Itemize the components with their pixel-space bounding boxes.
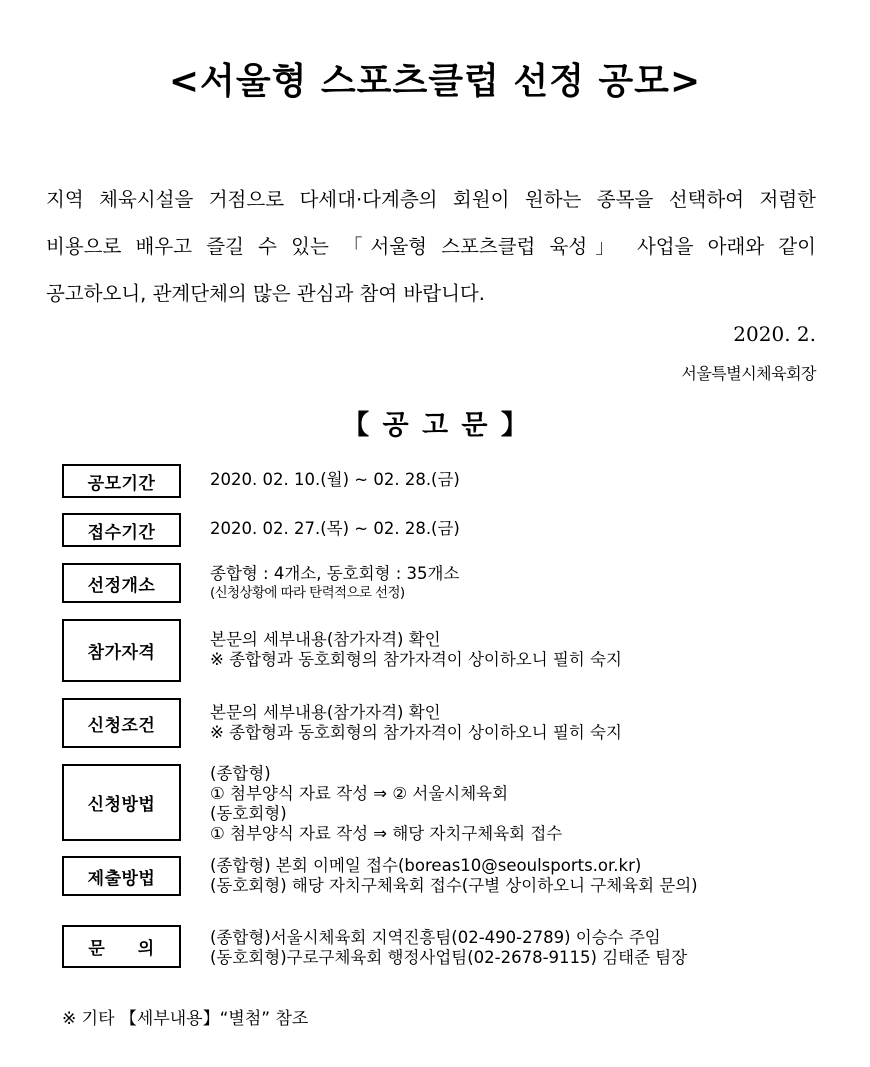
value-line: ① 첨부양식 자료 작성 ⇒ ② 서울시체육회 xyxy=(210,784,509,803)
value-line: 2020. 02. 10.(월) ~ 02. 28.(금) xyxy=(210,470,460,489)
label-selection-count: 선정개소 xyxy=(62,563,181,603)
value-line: (종합형) xyxy=(210,764,271,783)
value-application-conditions xyxy=(210,703,622,743)
value-line: (동호회형)구로구체육회 행정사업팀(02-2678-9115) 김태준 팀장 xyxy=(210,948,688,967)
label-eligibility: 참가자격 xyxy=(62,619,181,682)
label-application-conditions: 신청조건 xyxy=(62,698,181,748)
label-reception-period: 접수기간 xyxy=(62,513,181,547)
value-line: (종합형) 본회 이메일 접수(boreas10@seoulsports.or.kr) xyxy=(210,856,642,875)
notice-heading: 【 공 고 문 】 xyxy=(342,410,528,441)
label-recruitment-period: 공모기간 xyxy=(62,464,181,498)
value-line: (종합형)서울시체육회 지역진흥팀(02-490-2789) 이승수 주임 xyxy=(210,928,661,947)
value-line: ※ 종합형과 동호회형의 참가자격이 상이하오니 필히 숙지 xyxy=(210,723,622,742)
announcement-date: 2020. 2. xyxy=(733,322,816,346)
document-title: <서울형 스포츠클럽 선정 공모> xyxy=(168,61,702,102)
intro-line-3: 공고하오니, 관계단체의 많은 관심과 참여 바랍니다. xyxy=(46,282,485,305)
value-inquiries xyxy=(210,928,687,968)
value-reception-period xyxy=(210,519,460,539)
value-note: (신청상황에 따라 탄력적으로 선정) xyxy=(210,585,405,601)
value-line: 종합형 : 4개소, 동호회형 : 35개소 xyxy=(210,564,460,583)
value-application-method xyxy=(210,764,562,844)
footer-note: ※ 기타 【세부내용】“별첨” 참조 xyxy=(62,1009,309,1029)
value-line: 본문의 세부내용(참가자격) 확인 xyxy=(210,630,441,649)
value-line: ※ 종합형과 동호회형의 참가자격이 상이하오니 필히 숙지 xyxy=(210,650,622,669)
issuing-organization: 서울특별시체육회장 xyxy=(681,364,816,383)
label-application-method: 신청방법 xyxy=(62,764,181,841)
intro-line-1: 지역 체육시설을 거점으로 다세대·다계층의 회원이 원하는 종목을 선택하여 저렴한 xyxy=(46,188,816,211)
label-submission-method: 제출방법 xyxy=(62,856,181,896)
value-recruitment-period xyxy=(210,470,460,490)
value-selection-count xyxy=(210,564,459,603)
value-line: 2020. 02. 27.(목) ~ 02. 28.(금) xyxy=(210,519,460,538)
intro-line-2: 비용으로 배우고 즐길 수 있는 「서울형 스포츠클럽 육성」 사업을 아래와 같이 xyxy=(46,235,816,258)
value-line: 본문의 세부내용(참가자격) 확인 xyxy=(210,703,441,722)
label-inquiries: 문 의 xyxy=(62,925,181,968)
value-line: (동호회형) xyxy=(210,804,287,823)
value-submission-method xyxy=(210,856,698,896)
value-eligibility xyxy=(210,630,622,670)
value-line: (동호회형) 해당 자치구체육회 접수(구별 상이하오니 구체육회 문의) xyxy=(210,876,698,895)
value-line: ① 첨부양식 자료 작성 ⇒ 해당 자치구체육회 접수 xyxy=(210,824,563,843)
